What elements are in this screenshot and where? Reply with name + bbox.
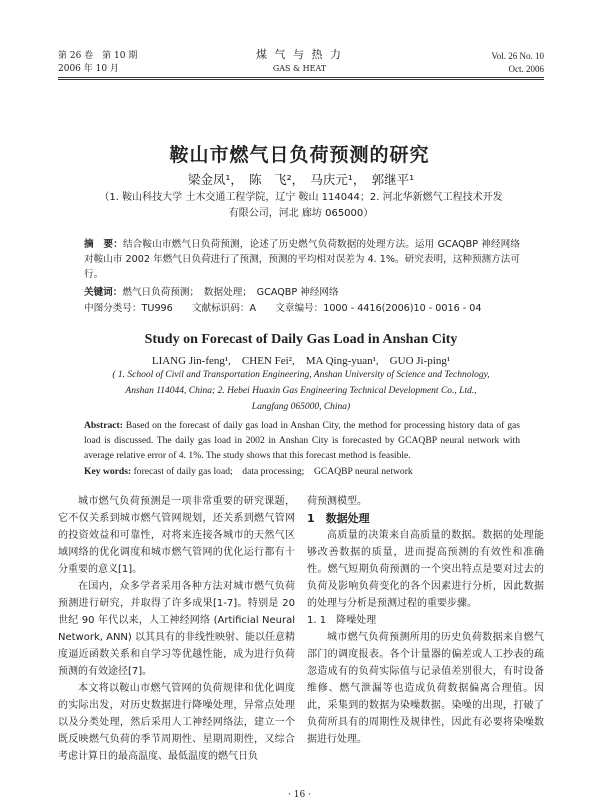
body-paragraph: 本文将以鞍山市燃气管网的负荷规律和优化调度的实际出发，对历史数据进行降噪处理，异常点处理以及分类处理，然后采用人工神经网络法，建立一个既反映燃气负荷的季节周期性、星期周期性，又综合考虑计算日的最高温度、最低温度的燃气日负 xyxy=(58,683,295,762)
volume-en: Vol. 26 No. 10 xyxy=(491,51,544,61)
keywords-en-text: forecast of daily gas load; data processing; GCAQBP neural network xyxy=(133,466,413,477)
authors-en: LIANG Jin-feng¹, CHEN Fei², MA Qing-yuan¹, GUO Ji-ping¹ xyxy=(151,355,451,367)
abstract-cn-text: 结合鞍山市燃气日负荷预测，论述了历史燃气负荷数据的处理方法。运用 GCAQBP 神经网络对鞍山市 2002 年燃气日负荷进行了预测，预测的平均相对误差为 4. 1%。研究表明，这种预测方法可行。 xyxy=(84,239,521,280)
date-cn: 2006 年 10 月 xyxy=(58,64,119,74)
body-paragraph: 城市燃气负荷预测所用的历史负荷数据来自燃气部门的调度报表。各个计量器的偏差或人工抄表的疏忽造成有的负荷实际值与记录值差别很大，有时设备维修、燃气泄漏等也造成负荷数据偏离合理值。因此，采集到的数据为染噪数据。染噪的出现，打破了负荷所具有的周期性及规律性，因此有必要将染噪数据进行处理。 xyxy=(307,632,544,745)
paper-title-cn: 鞍山市燃气日负荷预测的研究 xyxy=(169,144,430,166)
volume-cn: 第 26 卷 第 10 期 xyxy=(58,51,138,61)
body-column-right xyxy=(307,493,544,748)
keywords-en-label: Key words: xyxy=(84,466,132,477)
affiliation-en-line-3: Langfang 065000, China) xyxy=(251,402,351,412)
body-paragraph: 在国内，众多学者采用各种方法对城市燃气负荷预测进行研究，并取得了许多成果[1-7]。特别是 20 世纪 90 年代以来，人工神经网络 (Artificial Neural Network, ANN) 以其具有的非线性映射、能以任意精度逼近函数关系和自学习等优越性能，成为进行负荷预测的有效途径[7]。 xyxy=(58,581,295,677)
affiliation-en-line-2: Anshan 114044, China; 2. Hebei Huaxin Gas Engineering Technical Development Co., Ltd., xyxy=(125,386,477,396)
paper-title-en: Study on Forecast of Daily Gas Load in Anshan City xyxy=(144,332,458,347)
classification-line: 中图分类号：TU996 文献标识码：A 文章编号：1000 - 4416(2006)10 - 0016 - 04 xyxy=(84,303,482,314)
page-number: · 16 · xyxy=(288,790,311,800)
keywords-en xyxy=(84,464,520,479)
authors-cn: 梁金凤¹， 陈 飞²， 马庆元¹， 郭继平¹ xyxy=(187,172,415,187)
abstract-en-text: Based on the forecast of daily gas load in Anshan City, the method for processing history data of gas load is discussed. The daily gas load in 2002 in Anshan City is forecasted by GCAQBP neural network with average relative error of 4. 1%. The study shows that this forecast method is feasible. xyxy=(84,420,520,461)
abstract-en xyxy=(84,418,520,463)
section-heading: 1 数据处理 xyxy=(307,512,370,525)
date-en: Oct. 2006 xyxy=(508,64,544,74)
affiliation-cn-line-2: 有限公司，河北 廊坊 065000） xyxy=(228,208,374,219)
keywords-cn-text: 燃气日负荷预测； 数据处理； GCAQBP 神经网络 xyxy=(122,287,339,298)
abstract-cn xyxy=(84,237,520,282)
header-rule xyxy=(58,77,544,78)
body-paragraph: 城市燃气负荷预测是一项非常重要的研究课题，它不仅关系到城市燃气管网规划，还关系到燃气管网的投资效益和可靠性，对将来连接各城市的天然气区域网络的优化调度和城市燃气管网的优化运行都有十分重要的意义[1]。 xyxy=(58,496,295,575)
journal-name-en: GAS & HEAT xyxy=(272,64,327,73)
subsection-heading: 1. 1 降噪处理 xyxy=(307,615,377,626)
body-continuation: 荷预测模型。 xyxy=(307,496,367,507)
keywords-cn xyxy=(84,285,520,300)
journal-name-cn: 煤 气 与 热 力 xyxy=(256,48,343,61)
affiliation-en-line-1: ( 1. School of Civil and Transportation Engineering, Anshan University of Science and Technology, xyxy=(112,370,490,380)
header-rule-2 xyxy=(58,79,544,80)
body-column-left xyxy=(58,493,295,765)
abstract-cn-label: 摘 要： xyxy=(84,239,123,250)
abstract-en-label: Abstract: xyxy=(84,420,123,431)
affiliation-cn-line-1: （1. 鞍山科技大学 土木交通工程学院，辽宁 鞍山 114044；2. 河北华新燃气工程技术开发 xyxy=(99,192,503,203)
keywords-cn-label: 关键词： xyxy=(84,287,123,298)
body-paragraph: 高质量的决策来自高质量的数据。数据的处理能够改善数据的质量，进而提高预测的有效性和准确性。燃气短期负荷预测的一个突出特点是要对过去的负荷及影响负荷变化的各个因素进行分析，因此数据的处理与分析是预测过程的重要步骤。 xyxy=(307,530,544,609)
